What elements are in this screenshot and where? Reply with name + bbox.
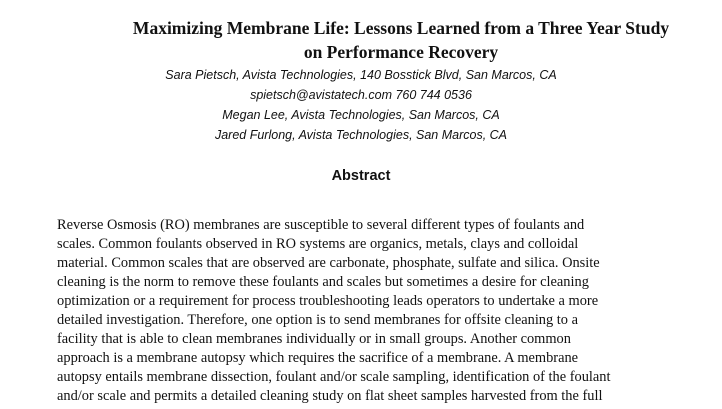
abstract-line: and/or scale and permits a detailed cleaning study on flat sheet samples harvested from the full (57, 388, 603, 404)
abstract-heading: Abstract (331, 168, 391, 184)
abstract-line: scales. Common foulants observed in RO systems are organics, metals, clays and colloidal (57, 236, 579, 252)
abstract-line: autopsy entails membrane dissection, foulant and/or scale sampling, identification of the foulant (57, 369, 611, 385)
author-block (0, 65, 722, 145)
paper-title (40, 16, 722, 64)
abstract-line: optimization or a requirement for process troubleshooting leads operators to undertake a more (57, 293, 599, 309)
abstract-line: material. Common scales that are observed are carbonate, phosphate, sulfate and silica. Onsite (57, 255, 600, 271)
abstract-line: approach is a membrane autopsy which requires the sacrifice of a membrane. A membrane (57, 350, 579, 366)
abstract-line: detailed investigation. Therefore, one option is to send membranes for offsite cleaning to a (57, 312, 578, 328)
author-line: Sara Pietsch, Avista Technologies, 140 Bosstick Blvd, San Marcos, CA (165, 68, 557, 82)
abstract-line: Reverse Osmosis (RO) membranes are susceptible to several different types of foulants and (57, 217, 585, 233)
abstract-line: facility that is able to clean membranes individually or in small groups. Another common (57, 331, 571, 347)
author-line: Megan Lee, Avista Technologies, San Marcos, CA (222, 108, 500, 122)
abstract-line: cleaning is the norm to remove these foulants and scales but sometimes a desire for cleaning (57, 274, 589, 290)
abstract-body (57, 216, 717, 406)
paper-title-line-2: on Performance Recovery (303, 42, 499, 62)
author-line: Jared Furlong, Avista Technologies, San Marcos, CA (214, 128, 508, 142)
paper-title-line-1: Maximizing Membrane Life: Lessons Learned from a Three Year Study (132, 18, 670, 38)
author-contact-line: spietsch@avistatech.com 760 744 0536 (250, 88, 472, 102)
